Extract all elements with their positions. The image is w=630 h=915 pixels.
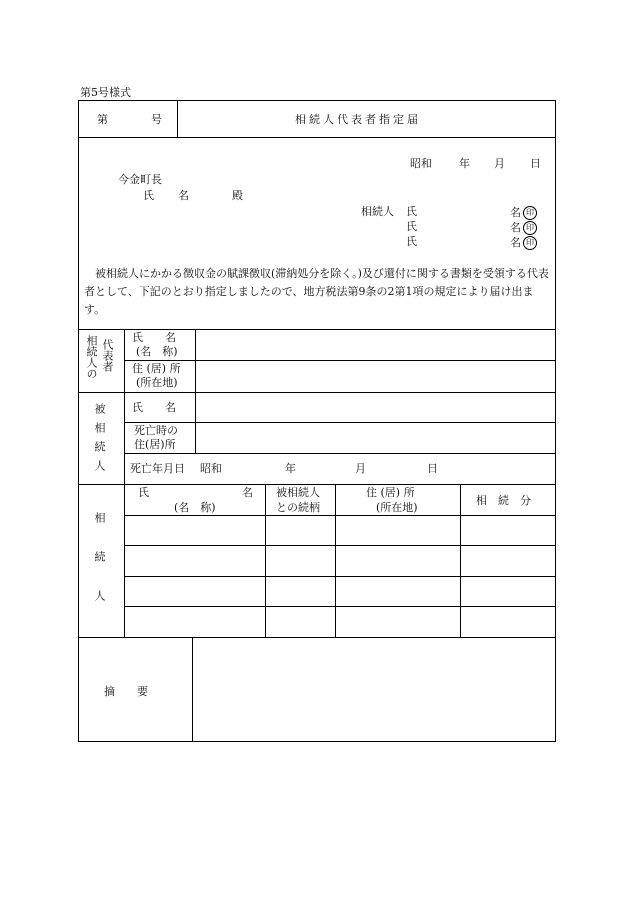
remarks-label: 摘 要 xyxy=(104,685,148,698)
rep-section-label-col2: 代表者 xyxy=(101,339,114,372)
divider xyxy=(78,637,556,638)
decedent-death-date-label: 死亡年月日 xyxy=(130,462,185,475)
date-day: 日 xyxy=(530,157,541,170)
death-date-month: 月 xyxy=(355,462,366,475)
rep-name-sub: (名 称) xyxy=(136,345,178,358)
heirs-section-label: 相続人 xyxy=(93,512,106,629)
col-name-mei: 名 xyxy=(242,486,253,499)
divider xyxy=(124,329,125,484)
divider xyxy=(78,329,556,330)
decedent-name-label: 氏 名 xyxy=(132,401,176,414)
col-address-1: 住 (居) 所 xyxy=(366,486,415,499)
decedent-section-label: 被相続人 xyxy=(93,403,106,479)
divider xyxy=(124,484,125,637)
divider xyxy=(195,329,196,453)
rep-name-label: 氏 名 xyxy=(132,331,176,344)
decedent-death-addr-1: 死亡時の xyxy=(134,424,178,437)
divider xyxy=(78,484,556,485)
divider xyxy=(124,360,556,361)
divider xyxy=(265,484,266,637)
divider xyxy=(124,515,556,516)
addressee-name-shi: 氏 xyxy=(143,189,154,202)
col-share: 相 続 分 xyxy=(476,494,531,507)
divider xyxy=(124,545,556,546)
number-label-dai: 第 xyxy=(97,113,108,126)
divider xyxy=(177,100,178,137)
col-relation-2: との続柄 xyxy=(276,501,320,514)
number-label-go: 号 xyxy=(151,113,162,126)
divider xyxy=(124,606,556,607)
seal-icon: 印 xyxy=(523,236,537,250)
col-name-sub: (名 称) xyxy=(174,501,216,514)
date-era: 昭和 xyxy=(410,157,432,170)
addressee-office: 今金町長 xyxy=(118,173,162,186)
rep-address-label: 住 (居) 所 xyxy=(132,362,181,375)
divider xyxy=(124,576,556,577)
heir-sign-mei: 名 印 xyxy=(510,206,537,220)
date-month: 月 xyxy=(494,157,505,170)
divider xyxy=(335,484,336,637)
heir-sign-shi: 氏 xyxy=(406,220,417,233)
divider xyxy=(78,137,556,138)
heir-sign-shi: 氏 xyxy=(406,235,417,248)
divider xyxy=(124,453,556,454)
divider xyxy=(460,484,461,637)
death-date-year: 年 xyxy=(285,462,296,475)
col-address-2: (所在地) xyxy=(376,501,418,514)
addressee-name-mei: 名 xyxy=(178,189,189,202)
rep-section-label-col1: 相続人の xyxy=(85,335,98,379)
decedent-death-addr-2: 住(居)所 xyxy=(134,438,176,451)
rep-address-sub: (所在地) xyxy=(136,376,178,389)
addressee-honorific: 殿 xyxy=(232,189,243,202)
heir-sign-shi: 氏 xyxy=(406,205,417,218)
form-title: 相続人代表者指定届 xyxy=(295,113,421,126)
death-date-day: 日 xyxy=(427,462,438,475)
divider xyxy=(124,422,556,423)
seal-icon: 印 xyxy=(523,206,537,220)
death-date-era: 昭和 xyxy=(200,462,222,475)
divider xyxy=(192,637,193,742)
heir-sign-mei: 名 印 xyxy=(510,236,537,250)
heirs-sign-label: 相続人 xyxy=(361,205,394,218)
seal-icon: 印 xyxy=(523,221,537,235)
col-relation-1: 被相続人 xyxy=(276,486,320,499)
divider xyxy=(78,392,556,393)
form-number: 第5号様式 xyxy=(80,86,131,99)
heir-sign-mei: 名 印 xyxy=(510,221,537,235)
col-name-shi: 氏 xyxy=(138,486,149,499)
body-paragraph: 被相続人にかかる徴収金の賦課徴収(滞納処分を除く。)及び還付に関する書類を受領する代表者として、下記のとおり指定しましたので、地方税法第9条の2第1項の規定により届け出ます。 xyxy=(84,267,549,316)
date-year: 年 xyxy=(459,157,470,170)
